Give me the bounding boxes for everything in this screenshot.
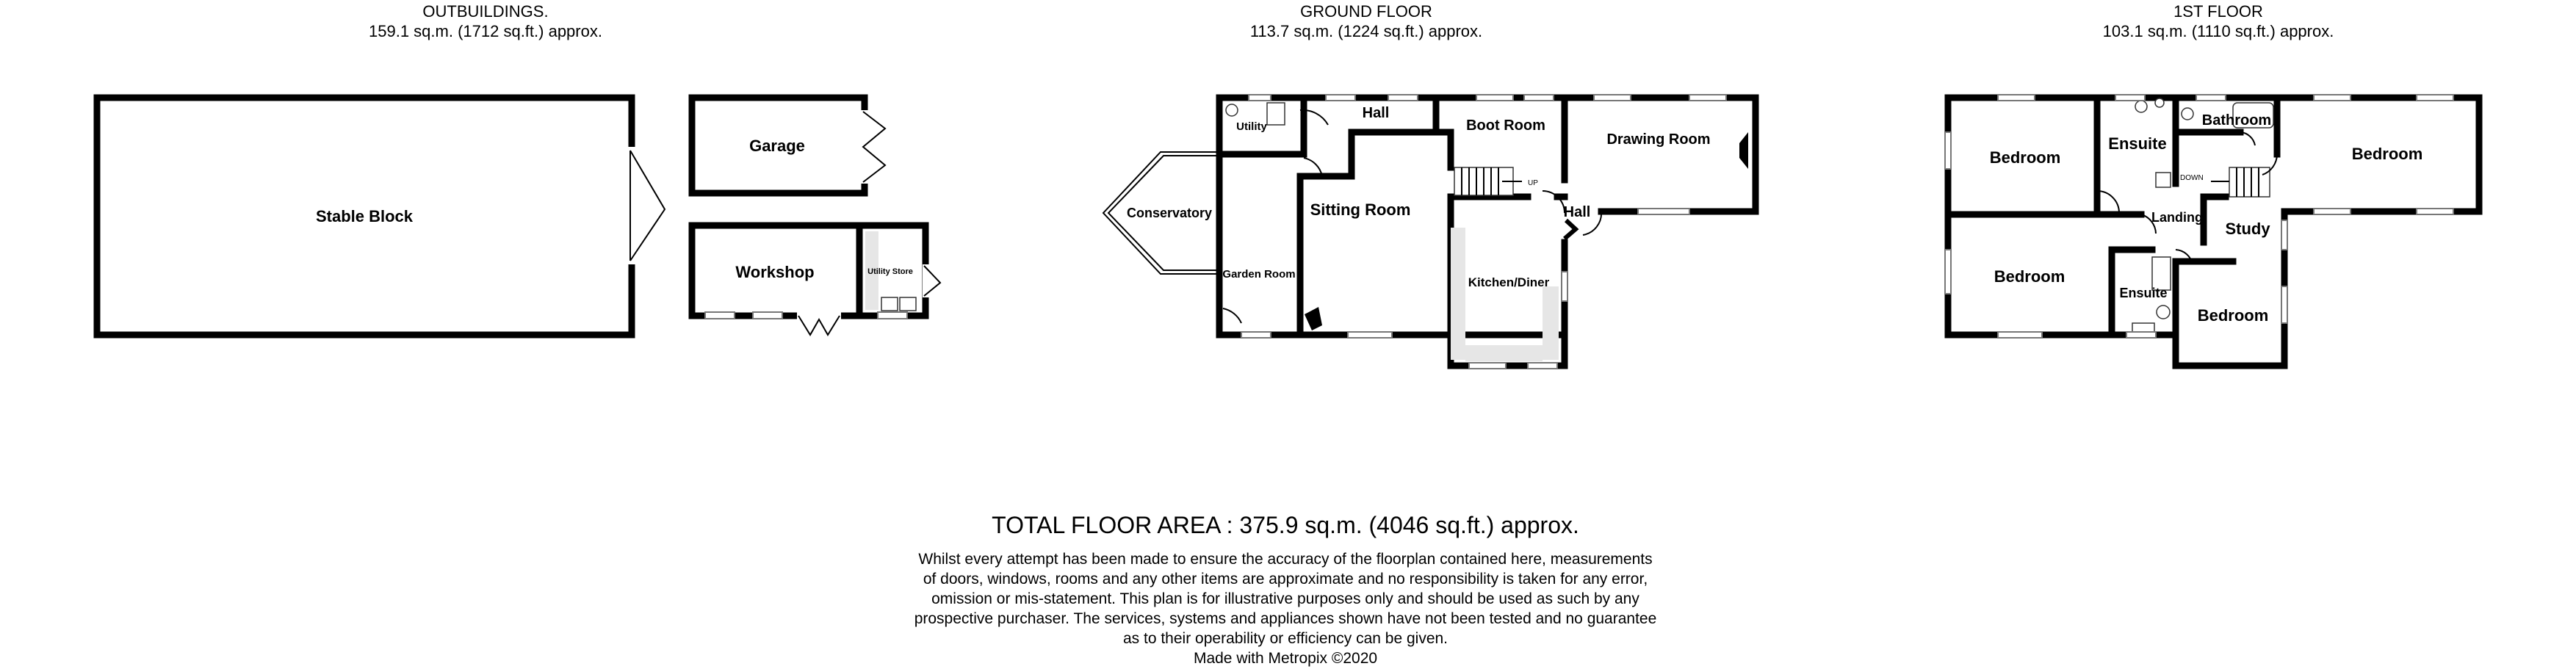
disclaimer-line-4: prospective purchaser. The services, systems and appliances shown have not been tested and no guarantee bbox=[914, 610, 1657, 627]
ensuite-2-label: Ensuite bbox=[2119, 286, 2168, 300]
disclaimer-line-1: Whilst every attempt has been made to ensure the accuracy of the floorplan contained here, measurements bbox=[918, 551, 1653, 568]
landing-label: Landing bbox=[2151, 210, 2203, 225]
ground-floor-area: 113.7 sq.m. (1224 sq.ft.) approx. bbox=[1249, 22, 1483, 40]
disclaimer-line-2: of doors, windows, rooms and any other items are approximate and no responsibility is taken for any error, bbox=[923, 571, 1648, 587]
ground-floor-title: GROUND FLOOR bbox=[1300, 2, 1432, 21]
bathroom-label: Bathroom bbox=[2201, 112, 2272, 129]
bedroom-4-label: Bedroom bbox=[2197, 306, 2269, 325]
utility-store-label: Utility Store bbox=[867, 267, 913, 276]
first-floor-plan bbox=[1945, 95, 2479, 366]
made-with-credit: Made with Metropix ©2020 bbox=[1193, 650, 1378, 667]
workshop-label: Workshop bbox=[735, 263, 815, 281]
utility-label: Utility bbox=[1236, 120, 1267, 133]
ensuite-1-label: Ensuite bbox=[2108, 134, 2167, 153]
outbuildings-plan bbox=[97, 98, 940, 335]
total-floor-area: TOTAL FLOOR AREA : 375.9 sq.m. (4046 sq.ft.) approx. bbox=[992, 512, 1579, 538]
drawing-room-label: Drawing Room bbox=[1606, 131, 1711, 148]
bedroom-3-label: Bedroom bbox=[1994, 267, 2066, 286]
conservatory-label: Conservatory bbox=[1126, 206, 1213, 220]
disclaimer-line-3: omission or mis-statement. This plan is for illustrative purposes only and should be used as such by any bbox=[931, 590, 1639, 607]
hall-right-label: Hall bbox=[1563, 204, 1591, 220]
kitchen-diner-label: Kitchen/Diner bbox=[1468, 275, 1550, 289]
workshop-room bbox=[692, 225, 940, 335]
study-label: Study bbox=[2225, 220, 2270, 238]
bedroom-1-label: Bedroom bbox=[1989, 148, 2061, 167]
first-floor-stairs bbox=[2180, 167, 2270, 197]
up-label: UP bbox=[1528, 179, 1538, 187]
boot-room-label: Boot Room bbox=[1466, 117, 1545, 134]
outbuildings-area: 159.1 sq.m. (1712 sq.ft.) approx. bbox=[369, 22, 602, 40]
garden-room-label: Garden Room bbox=[1222, 268, 1296, 281]
disclaimer-line-5: as to their operability or efficiency can be given. bbox=[1122, 630, 1448, 647]
ground-floor-stairs bbox=[1454, 167, 1538, 195]
down-label: DOWN bbox=[2180, 174, 2204, 182]
outbuildings-title: OUTBUILDINGS. bbox=[422, 2, 549, 21]
stable-block-label: Stable Block bbox=[315, 207, 414, 225]
first-floor-area: 103.1 sq.m. (1110 sq.ft.) approx. bbox=[2102, 22, 2334, 40]
sitting-room-label: Sitting Room bbox=[1310, 200, 1411, 219]
garage-label: Garage bbox=[749, 137, 805, 155]
hall-top-label: Hall bbox=[1362, 105, 1390, 121]
disclaimer bbox=[735, 549, 1836, 648]
garage-room bbox=[692, 98, 885, 193]
ground-floor-plan bbox=[1103, 95, 1756, 369]
stable-block-room bbox=[97, 98, 665, 335]
first-floor-title: 1ST FLOOR bbox=[2173, 2, 2263, 21]
bedroom-2-label: Bedroom bbox=[2351, 145, 2423, 163]
